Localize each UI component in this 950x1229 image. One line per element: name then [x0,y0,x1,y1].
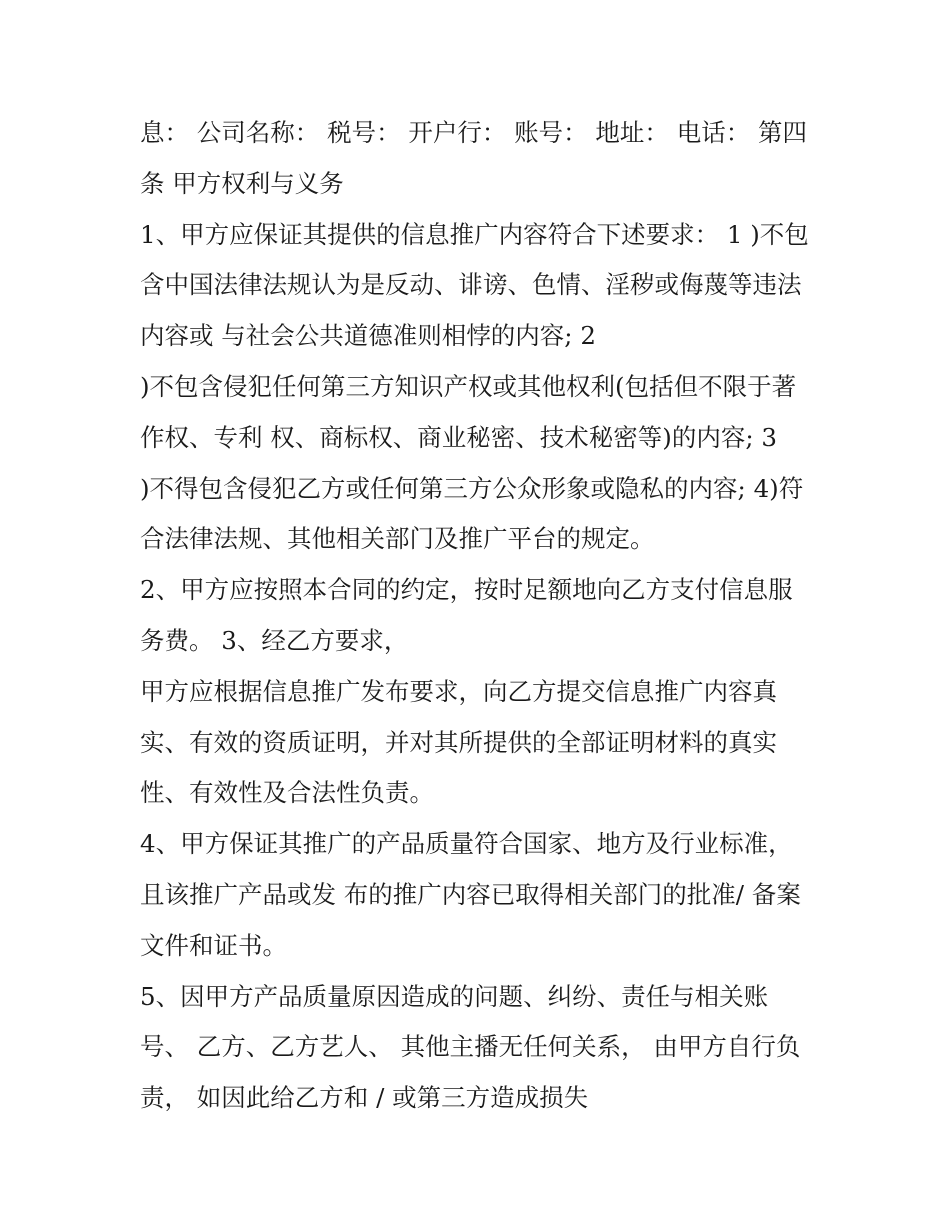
text-line: 号、 乙方、乙方艺人、 其他主播无任何关系， 由甲方自行负 [140,1032,801,1062]
text-line: 1、甲方应保证其提供的信息推广内容符合下述要求： 1 )不包 [140,219,809,249]
text-line: 合法律法规、其他相关部门及推广平台的规定。 [140,524,655,554]
text-line: 5、因甲方产品质量原因造成的问题、纠纷、责任与相关账 [140,981,769,1011]
text-line: 内容或 与社会公共道德准则相悖的内容; 2 [140,321,596,351]
text-line: 责， 如因此给乙方和 / 或第三方造成损失 [140,1083,589,1113]
text-line: 2、甲方应按照本合同的约定，按时足额地向乙方支付信息服 [140,575,793,605]
text-line: 实、有效的资质证明，并对其所提供的全部证明材料的真实 [140,727,777,757]
text-line: 且该推广产品或发 布的推广内容已取得相关部门的批准/ 备案 [140,879,801,909]
contract-text [140,108,820,1124]
text-line: )不包含侵犯任何第三方知识产权或其他权利(包括但不限于著 [140,371,797,401]
text-line: )不得包含侵犯乙方或任何第三方公众形象或隐私的内容; 4)符 [140,473,804,503]
text-line: 性、有效性及合法性负责。 [140,778,434,808]
text-line: 务费。 3、经乙方要求， [140,625,409,655]
text-line: 作权、专利 权、商标权、商业秘密、技术秘密等)的内容; 3 [140,422,777,452]
text-line: 含中国法律法规认为是反动、诽谤、色情、淫秽或侮蔑等违法 [140,270,802,300]
text-line: 息： 公司名称： 税号： 开户行： 账号： 地址： 电话： 第四 [140,118,808,147]
text-line: 甲方应根据信息推广发布要求，向乙方提交信息推广内容真 [140,676,777,706]
text-line: 4、甲方保证其推广的产品质量符合国家、地方及行业标准， [140,829,793,859]
text-line: 文件和证书。 [140,930,287,960]
text-line: 条 甲方权利与义务 [140,168,344,198]
